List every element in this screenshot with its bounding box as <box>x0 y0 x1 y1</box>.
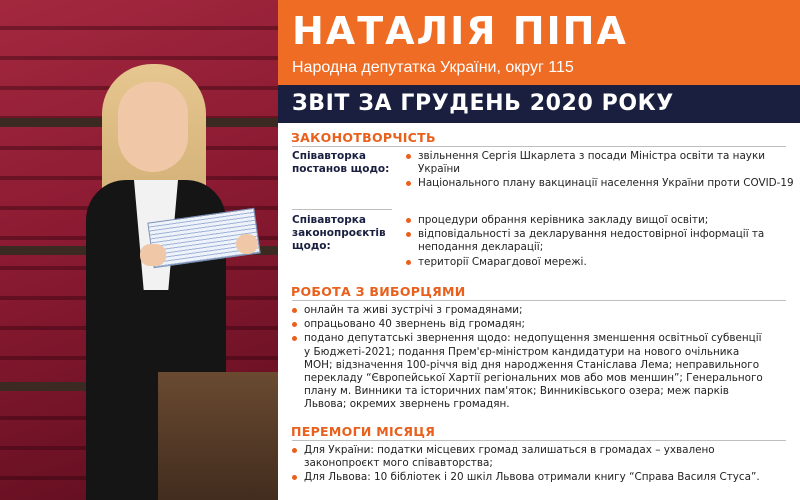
bills-list <box>404 214 794 270</box>
list-item: опрацьовано 40 звернень від громадян; <box>290 318 770 331</box>
list-item: Національного плану вакцинації населення України проти COVID-19 <box>404 177 794 190</box>
list-item: Для Львова: 10 бібліотек і 20 шкіл Львова отримали книгу “Справа Василя Стуса”. <box>290 471 790 484</box>
list-item: подано депутатські звернення щодо: недопущення зменшення освітньої субвенції у Бюджеті-2021; подання Прем'єр-міністром кандидатури на нового очільника МОН; відзначення 100-річчя від дня народження Станіслава Лема; неправильного перекладу “Європейської Хартії регіональних мов або мов меншин”; Генерального плану м. Винники та історичних пам'яток; Винниківського озера; меж парків Львова; окремих звернень громадян. <box>290 332 770 411</box>
bullet-icon <box>406 218 411 223</box>
divider <box>292 440 786 441</box>
voters-list <box>290 304 770 413</box>
bullet-icon <box>406 260 411 265</box>
bullet-icon <box>292 475 297 480</box>
face <box>118 82 188 172</box>
hand <box>140 244 166 266</box>
section-title-voters: РОБОТА З ВИБОРЦЯМИ <box>291 284 466 299</box>
list-item: процедури обрання керівника закладу вищої освіти; <box>404 214 794 227</box>
deputy-subtitle: Народна депутатка України, округ 115 <box>292 59 574 76</box>
bullet-icon <box>406 154 411 159</box>
list-item: Для України: податки місцевих громад залишаться в громадах – ухвалено законопроєкт мого співавторства; <box>290 444 790 470</box>
list-item: території Смарагдової мережі. <box>404 256 794 269</box>
divider <box>292 300 786 301</box>
divider <box>292 146 786 147</box>
resolutions-list <box>404 150 794 192</box>
bullet-icon <box>406 181 411 186</box>
divider <box>292 209 392 210</box>
list-item: відповідальності за декларування недостовірної інформації та неподання декларації; <box>404 228 794 254</box>
tribune-desk <box>158 372 278 500</box>
bullet-icon <box>292 448 297 453</box>
report-title: ЗВІТ ЗА ГРУДЕНЬ 2020 РОКУ <box>292 91 674 116</box>
report-banner <box>278 85 800 123</box>
bullet-icon <box>406 232 411 237</box>
portrait-photo <box>0 0 278 500</box>
victories-list <box>290 444 790 486</box>
bullet-icon <box>292 336 297 341</box>
list-item: онлайн та живі зустрічі з громадянами; <box>290 304 770 317</box>
header-banner <box>278 0 800 85</box>
bullet-icon <box>292 308 297 313</box>
bills-label: Співавторка законопроєктів щодо: <box>292 214 386 252</box>
list-item: звільнення Сергія Шкарлета з посади Міністра освіти та науки України <box>404 150 794 176</box>
resolutions-label: Співавторка постанов щодо: <box>292 150 390 175</box>
deputy-name: НАТАЛІЯ ПІПА <box>292 9 628 53</box>
section-title-lawmaking: ЗАКОНОТВОРЧІСТЬ <box>291 130 436 145</box>
section-title-victories: ПЕРЕМОГИ МІСЯЦЯ <box>291 424 436 439</box>
hand <box>236 234 258 254</box>
bullet-icon <box>292 322 297 327</box>
